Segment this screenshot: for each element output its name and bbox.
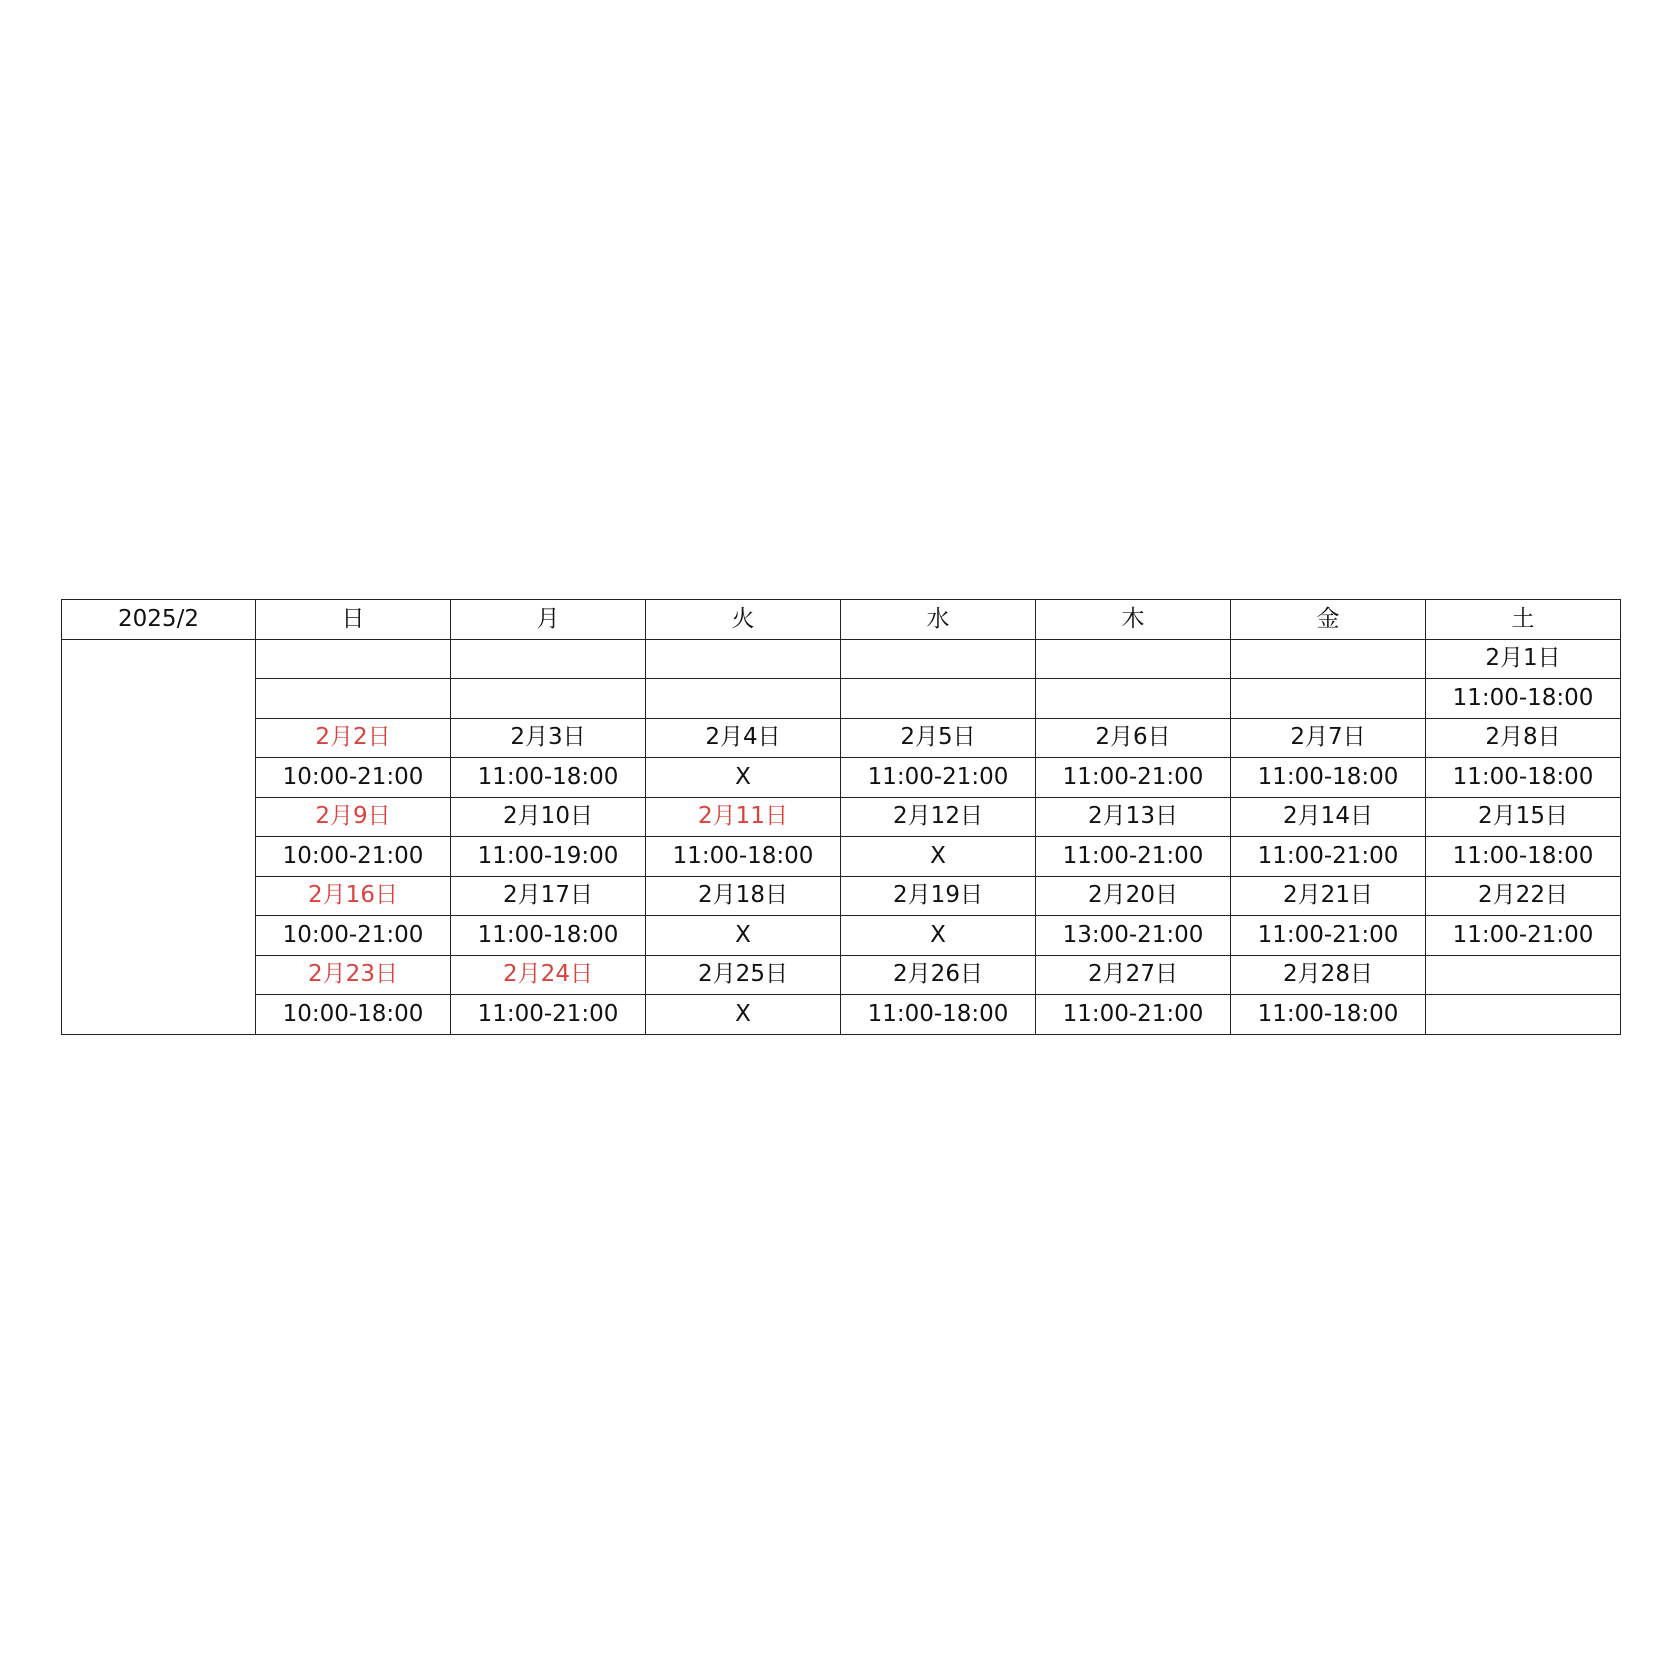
day-hours-cell: 11:00-18:00: [1426, 679, 1621, 719]
day-hours-cell: X: [646, 995, 841, 1035]
week-date-row: [62, 876, 1621, 916]
week-hours-row: [62, 679, 1621, 719]
weekday-thu: 木: [1036, 600, 1231, 640]
day-date-cell: 2月18日: [646, 876, 841, 916]
day-date-cell: 2月7日: [1231, 718, 1426, 758]
day-date-cell: 2月10日: [451, 797, 646, 837]
day-date-cell: [1426, 955, 1621, 995]
day-hours-cell: 10:00-21:00: [256, 916, 451, 956]
day-hours-cell: 11:00-19:00: [451, 837, 646, 877]
day-date-cell: [1036, 639, 1231, 679]
day-hours-cell: [1426, 995, 1621, 1035]
week-hours-row: [62, 916, 1621, 956]
day-date-cell: 2月13日: [1036, 797, 1231, 837]
day-date-cell: 2月20日: [1036, 876, 1231, 916]
day-hours-cell: 11:00-21:00: [1036, 837, 1231, 877]
day-hours-cell: 11:00-21:00: [1036, 995, 1231, 1035]
day-hours-cell: 11:00-21:00: [1231, 916, 1426, 956]
weekday-sat: 土: [1426, 600, 1621, 640]
day-date-cell: 2月25日: [646, 955, 841, 995]
day-date-cell: [1231, 639, 1426, 679]
day-hours-cell: [841, 679, 1036, 719]
day-hours-cell: 11:00-18:00: [1426, 758, 1621, 798]
weekday-mon: 月: [451, 600, 646, 640]
day-date-cell: 2月15日: [1426, 797, 1621, 837]
day-hours-cell: 11:00-21:00: [1036, 758, 1231, 798]
day-hours-cell: 11:00-21:00: [841, 758, 1036, 798]
day-hours-cell: 10:00-18:00: [256, 995, 451, 1035]
schedule-calendar-body: [62, 600, 1621, 1035]
day-hours-cell: X: [841, 916, 1036, 956]
weekday-wed: 水: [841, 600, 1036, 640]
day-hours-cell: 11:00-21:00: [1231, 837, 1426, 877]
day-date-cell: 2月16日: [256, 876, 451, 916]
day-date-cell: 2月8日: [1426, 718, 1621, 758]
week-date-row: [62, 639, 1621, 679]
weekday-sun: 日: [256, 600, 451, 640]
day-date-cell: 2月14日: [1231, 797, 1426, 837]
day-hours-cell: X: [646, 916, 841, 956]
week-hours-row: [62, 837, 1621, 877]
week-date-row: [62, 955, 1621, 995]
day-date-cell: 2月21日: [1231, 876, 1426, 916]
day-date-cell: 2月9日: [256, 797, 451, 837]
week-hours-row: [62, 995, 1621, 1035]
day-hours-cell: [451, 679, 646, 719]
day-hours-cell: X: [646, 758, 841, 798]
week-date-row: [62, 718, 1621, 758]
day-date-cell: 2月1日: [1426, 639, 1621, 679]
day-hours-cell: 11:00-18:00: [1231, 995, 1426, 1035]
weekday-tue: 火: [646, 600, 841, 640]
day-date-cell: 2月26日: [841, 955, 1036, 995]
week-date-row: [62, 797, 1621, 837]
day-hours-cell: [646, 679, 841, 719]
day-date-cell: 2月4日: [646, 718, 841, 758]
day-hours-cell: 11:00-18:00: [1231, 758, 1426, 798]
day-date-cell: [451, 639, 646, 679]
weekday-header-row: [62, 600, 1621, 640]
month-label: 2025/2: [62, 600, 256, 640]
day-date-cell: 2月24日: [451, 955, 646, 995]
day-hours-cell: 11:00-18:00: [451, 916, 646, 956]
day-date-cell: 2月2日: [256, 718, 451, 758]
weekday-fri: 金: [1231, 600, 1426, 640]
day-date-cell: 2月17日: [451, 876, 646, 916]
day-hours-cell: 11:00-18:00: [841, 995, 1036, 1035]
day-hours-cell: X: [841, 837, 1036, 877]
day-date-cell: [646, 639, 841, 679]
day-date-cell: 2月22日: [1426, 876, 1621, 916]
day-hours-cell: [1231, 679, 1426, 719]
month-side-cell: [62, 639, 256, 1034]
day-hours-cell: [1036, 679, 1231, 719]
day-date-cell: 2月23日: [256, 955, 451, 995]
day-hours-cell: 11:00-21:00: [451, 995, 646, 1035]
day-hours-cell: 10:00-21:00: [256, 758, 451, 798]
day-hours-cell: 11:00-21:00: [1426, 916, 1621, 956]
day-hours-cell: 11:00-18:00: [1426, 837, 1621, 877]
schedule-calendar-table: [61, 599, 1621, 1035]
day-date-cell: 2月5日: [841, 718, 1036, 758]
day-date-cell: [841, 639, 1036, 679]
day-date-cell: 2月27日: [1036, 955, 1231, 995]
day-date-cell: 2月19日: [841, 876, 1036, 916]
day-hours-cell: 13:00-21:00: [1036, 916, 1231, 956]
day-date-cell: 2月3日: [451, 718, 646, 758]
day-hours-cell: [256, 679, 451, 719]
day-hours-cell: 11:00-18:00: [451, 758, 646, 798]
day-date-cell: 2月28日: [1231, 955, 1426, 995]
day-date-cell: 2月11日: [646, 797, 841, 837]
day-hours-cell: 10:00-21:00: [256, 837, 451, 877]
day-date-cell: [256, 639, 451, 679]
day-date-cell: 2月6日: [1036, 718, 1231, 758]
day-hours-cell: 11:00-18:00: [646, 837, 841, 877]
week-hours-row: [62, 758, 1621, 798]
day-date-cell: 2月12日: [841, 797, 1036, 837]
